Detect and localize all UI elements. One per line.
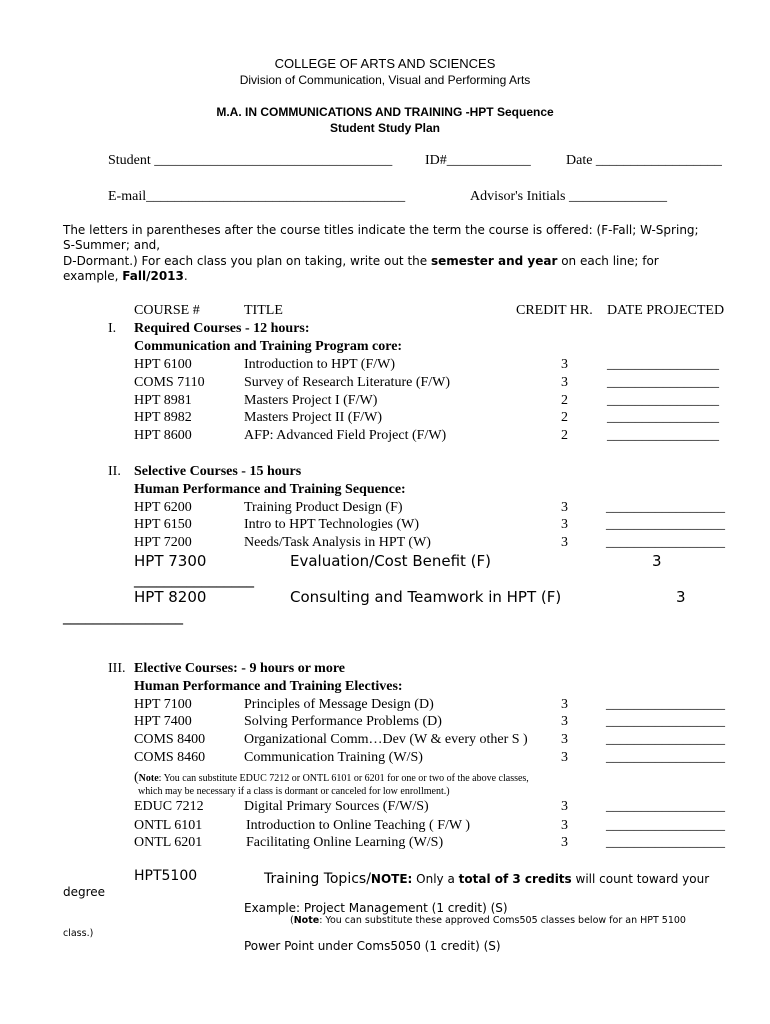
course-title: Organizational Comm…Dev (W & every other S ) (244, 732, 528, 747)
training-topics-note: Training Topics/NOTE: Only a total of 3 credits will count toward your (264, 871, 710, 887)
course-code: COMS 8460 (134, 750, 206, 765)
course-code: HPT 7400 (134, 714, 192, 729)
date-projected-field[interactable]: _________________ (606, 535, 725, 550)
course-code: HPT 7300 (134, 552, 207, 570)
student-id-field[interactable]: ID#____________ (425, 153, 531, 168)
course-credit: 2 (561, 428, 568, 443)
program-title: M.A. IN COMMUNICATIONS AND TRAINING -HPT Sequence (216, 105, 554, 119)
instructions-line-2: S-Summer; and, (63, 238, 161, 252)
course-credit: 2 (561, 410, 568, 425)
course-credit: 3 (561, 535, 568, 550)
section-heading: Selective Courses - 15 hours (134, 464, 302, 479)
course-code: HPT5100 (134, 868, 198, 884)
course-title: Facilitating Online Learning (W/S) (246, 835, 444, 850)
course-title: Survey of Research Literature (F/W) (244, 375, 451, 390)
advisor-initials-field[interactable]: Advisor's Initials ______________ (470, 189, 667, 204)
course-credit: 3 (561, 500, 568, 515)
date-projected-field[interactable]: _________________ (606, 835, 725, 850)
section-heading: Required Courses - 12 hours: (134, 321, 310, 336)
course-code: HPT 6150 (134, 517, 192, 532)
date-projected-field[interactable]: _________________ (606, 500, 725, 515)
date-projected-field[interactable]: ________________ (134, 570, 254, 588)
division-title: Division of Communication, Visual and Performing Arts (239, 73, 531, 87)
course-credit: 3 (561, 750, 568, 765)
course-code: HPT 8982 (134, 410, 192, 425)
course-code: HPT 7200 (134, 535, 192, 550)
course-title: AFP: Advanced Field Project (F/W) (244, 428, 447, 443)
date-projected-field[interactable]: ________________ (607, 393, 719, 408)
course-credit: 3 (561, 835, 568, 850)
course-title: Masters Project I (F/W) (244, 393, 378, 408)
course-title: Introduction to Online Teaching ( F/W ) (246, 818, 471, 833)
column-date: DATE PROJECTED (607, 303, 725, 318)
course-credit: 3 (561, 697, 568, 712)
course-code: COMS 7110 (134, 375, 205, 390)
course-credit: 3 (676, 588, 686, 606)
student-name-field[interactable]: Student __________________________________ (108, 153, 393, 168)
course-title: Introduction to HPT (F/W) (244, 357, 396, 372)
section-numeral: III. (108, 661, 126, 676)
date-projected-field[interactable]: ________________ (607, 410, 719, 425)
course-credit: 3 (561, 375, 568, 390)
course-title: Solving Performance Problems (D) (244, 714, 442, 729)
date-field[interactable]: Date __________________ (566, 153, 722, 168)
course-credit: 2 (561, 393, 568, 408)
instructions-line-1: The letters in parentheses after the course titles indicate the term the course is offered: (F-Fall; W-Spring; (63, 223, 699, 237)
course-title: Digital Primary Sources (F/W/S) (244, 799, 429, 814)
course-credit: 3 (561, 799, 568, 814)
course-credit: 3 (561, 714, 568, 729)
course-credit: 3 (561, 732, 568, 747)
course-credit: 3 (652, 552, 662, 570)
substitution-note: (Note: You can substitute EDUC 7212 or ONTL 6101 or 6201 for one or two of the above classes, (134, 770, 529, 785)
date-projected-field[interactable]: _________________ (606, 750, 725, 765)
course-credit: 3 (561, 818, 568, 833)
course-title: Training Product Design (F) (244, 500, 403, 515)
date-projected-field[interactable]: _________________ (606, 799, 725, 814)
degree-text: degree (63, 885, 106, 899)
section-heading: Elective Courses: - 9 hours or more (134, 661, 345, 676)
section-subheading: Communication and Training Program core: (134, 339, 403, 354)
course-code: ONTL 6101 (134, 818, 203, 833)
course-code: EDUC 7212 (134, 799, 204, 814)
class-end-text: class.) (63, 928, 94, 939)
course-credit: 3 (561, 357, 568, 372)
date-projected-field[interactable]: ________________ (607, 375, 719, 390)
course-title: Evaluation/Cost Benefit (F) (290, 552, 491, 570)
course-code: HPT 6200 (134, 500, 192, 515)
course-code: ONTL 6201 (134, 835, 203, 850)
substitution-note: (Note: You can substitute these approved Coms505 classes below for an HPT 5100 (290, 915, 686, 926)
date-projected-field[interactable]: ________________ (63, 607, 183, 625)
course-code: HPT 8200 (134, 588, 207, 606)
date-projected-field[interactable]: _________________ (606, 517, 725, 532)
plan-title: Student Study Plan (329, 121, 440, 135)
course-title: Consulting and Teamwork in HPT (F) (290, 588, 562, 606)
course-code: HPT 8600 (134, 428, 192, 443)
date-projected-field[interactable]: _________________ (606, 714, 725, 729)
section-subheading: Human Performance and Training Sequence: (134, 482, 406, 497)
course-code: HPT 6100 (134, 357, 192, 372)
course-title: Communication Training (W/S) (244, 750, 423, 765)
column-title: TITLE (244, 303, 283, 318)
substitution-note-line-2: which may be necessary if a class is dormant or canceled for low enrollment.) (138, 786, 450, 797)
date-projected-field[interactable]: ________________ (607, 357, 719, 372)
course-code: HPT 8981 (134, 393, 192, 408)
course-code: HPT 7100 (134, 697, 192, 712)
course-title: Intro to HPT Technologies (W) (244, 517, 420, 532)
college-title: COLLEGE OF ARTS AND SCIENCES (274, 56, 496, 71)
section-numeral: I. (108, 321, 117, 336)
column-credit: CREDIT HR. (516, 303, 593, 318)
section-subheading: Human Performance and Training Electives: (134, 679, 403, 694)
course-credit: 3 (561, 517, 568, 532)
email-field[interactable]: E-mail_____________________________________ (108, 189, 406, 204)
instructions-line-4: example, Fall/2013. (63, 269, 188, 283)
power-point-text: Power Point under Coms5050 (1 credit) (S) (244, 939, 501, 953)
example-text: Example: Project Management (1 credit) (S) (244, 901, 508, 915)
course-title: Masters Project II (F/W) (244, 410, 383, 425)
course-title: Principles of Message Design (D) (244, 697, 434, 712)
date-projected-field[interactable]: _________________ (606, 818, 725, 833)
date-projected-field[interactable]: _________________ (606, 732, 725, 747)
column-course: COURSE # (134, 303, 200, 318)
date-projected-field[interactable]: _________________ (606, 697, 725, 712)
course-code: COMS 8400 (134, 732, 206, 747)
instructions-line-3: D-Dormant.) For each class you plan on taking, write out the semester and year on each line; for (63, 254, 659, 268)
course-title: Needs/Task Analysis in HPT (W) (244, 535, 431, 550)
section-numeral: II. (108, 464, 121, 479)
date-projected-field[interactable]: ________________ (607, 428, 719, 443)
